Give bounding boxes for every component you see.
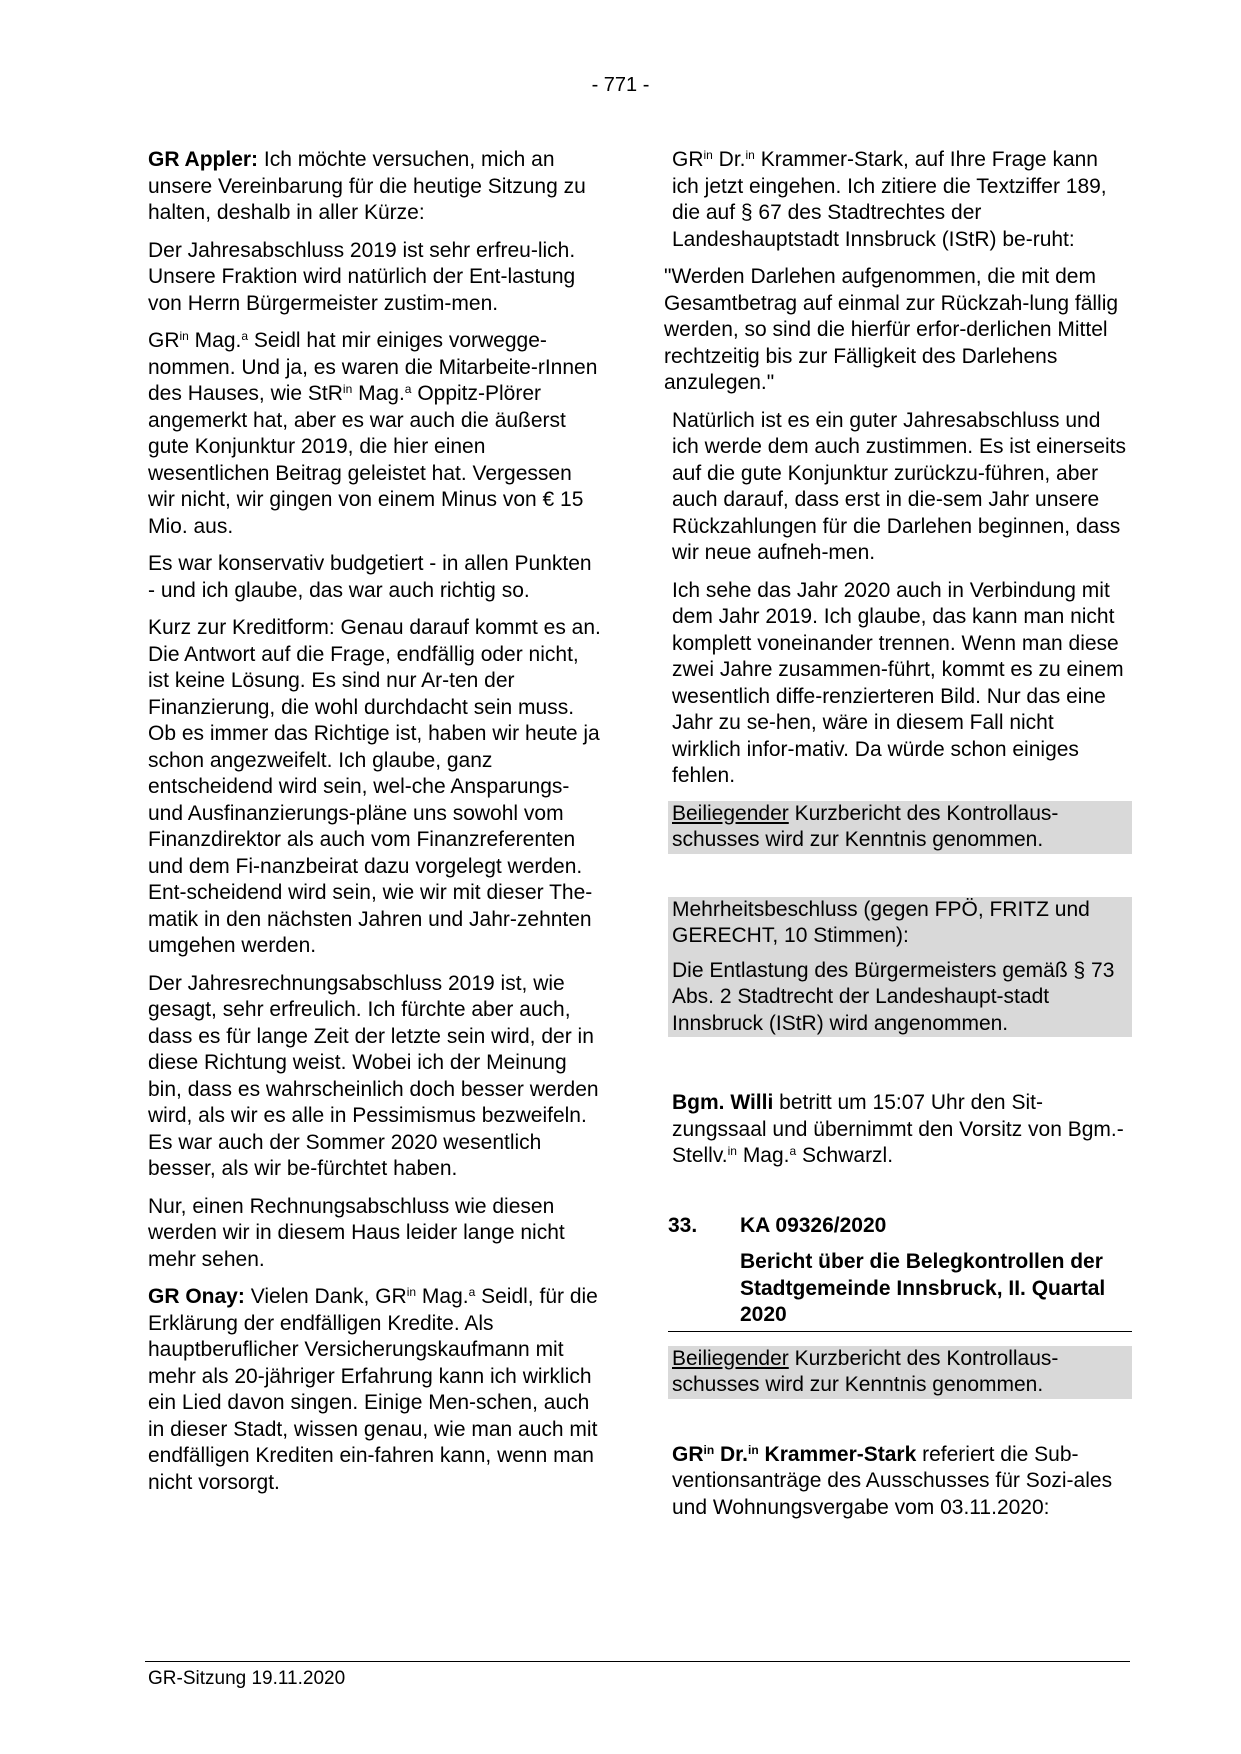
right-column — [664, 147, 1128, 1532]
footer: GR-Sitzung 19.11.2020 — [148, 1668, 346, 1689]
paragraph: Nur, einen Rechnungsabschluss wie diesen werden wir in diesem Haus leider lange nicht mehr sehen. — [148, 1194, 565, 1271]
agenda-number: 33. — [668, 1213, 698, 1237]
left-column — [148, 147, 604, 1507]
paragraph: Bgm. Willi betritt um 15:07 Uhr den Sit-zungssaal und übernimmt den Vorsitz von Bgm.-Stellv.$^{in}$ Mag.$^a$ Schwarzl. — [672, 1091, 1124, 1167]
agenda-code: KA 09326/2020 — [740, 1213, 887, 1237]
agenda-title: Bericht über die Belegkontrollen der Stadtgemeinde Innsbruck, II. Quartal 2020 — [740, 1250, 1106, 1326]
paragraph: $GR^{in}$ Mag.$^a$ Seidl hat mir einiges vorwegge-nommen. Und ja, es waren die Mitarbeite-rInnen des Hauses, wie StR$^{in}$ Mag.$^a$ Oppitz-Plörer angemerkt hat, aber es war auch die äußerst gute Konjunktur 2019, die hier einen wesentlichen Beitrag geleistet hat. Vergessen wir nicht, wir gingen von einem Minus von € 15 Mio. aus. — [148, 329, 598, 538]
paragraph: Natürlich ist es ein guter Jahresabschluss und ich werde dem auch zustimmen. Es ist einerseits auf die gute Konjunktur zurückzu-führen, aber auch darauf, dass erst in die-sem Jahr unsere Rückzahlungen für die Darlehen beginnen, dass wir neue aufneh-men. — [672, 408, 1127, 564]
paragraph: $GR^{in}$ Dr.$^{in}$ Krammer-Stark, auf Ihre Frage kann ich jetzt eingehen. Ich zitiere die Textziffer 189, die auf § 67 des Stadtrechtes der Landeshauptstadt Innsbruck (IStR) be-ruht: — [672, 148, 1107, 251]
paragraph: Der Jahresabschluss 2019 ist sehr erfreu-lich. Unsere Fraktion wird natürlich der Ent-lastung von Herrn Bürgermeister zustim-men. — [148, 238, 576, 315]
resolution-box: Mehrheitsbeschluss (gegen FPÖ, FRITZ und GERECHT, 10 Stimmen): Die Entlastung des Bürgermeisters gemäß § 73 Abs. 2 Stadtrecht der Landeshaupt-stadt Innsbruck (IStR) wird angenommen. — [668, 897, 1132, 1038]
paragraph: Kurz zur Kreditform: Genau darauf kommt es an. Die Antwort auf die Frage, endfällig oder nicht, ist keine Lösung. Es sind nur Ar-ten der Finanzierung, die wohl durchdacht sein muss. Ob es immer das Richtige ist, haben wir heute ja schon angezweifelt. Ich glaube, ganz entscheidend wird sein, wel-che Ansparungs- und Ausfinanzierungs-pläne uns sowohl vom Finanzdirektor als auch vom Finanzreferenten und dem Fi-nanzbeirat dazu vorgelegt werden. Ent-scheidend wird sein, wie wir mit dieser The-matik in den nächsten Jahren und Jahr-zehnten umgehen werden. — [148, 616, 601, 957]
paragraph: $GR^{in}$ Dr.$^{in}$ Krammer-Stark referiert die Sub-ventionsanträge des Ausschusses für Sozi-ales und Wohnungsvergabe vom 03.11.2020: — [672, 1442, 1113, 1519]
resolution-box: Beiliegender Kurzbericht des Kontrollaus-schusses wird zur Kenntnis genommen. — [668, 1346, 1132, 1399]
paragraph: Der Jahresrechnungsabschluss 2019 ist, wie gesagt, sehr erfreulich. Ich fürchte aber auch, dass es für lange Zeit der letzte sein wird, der in diese Richtung weist. Wobei ich der Meinung bin, dass es wahrscheinlich doch besser werden wird, als wir es alle in Pessimismus bezweifeln. Es war auch der Sommer 2020 wesentlich besser, als wir be-fürchtet haben. — [148, 971, 599, 1180]
paragraph-appler: GR Appler: Ich möchte versuchen, mich an unsere Vereinbarung für die heutige Sitzung zu halten, deshalb in aller Kürze: — [148, 148, 586, 224]
paragraph: Es war konservativ budgetiert - in allen Punkten - und ich glaube, das war auch richtig so. — [148, 552, 592, 602]
agenda-item — [668, 1213, 1132, 1332]
page-number: - 771 - — [591, 74, 650, 96]
paragraph-onay: GR Onay: Vielen Dank, $GR^{in}$ Mag.$^a$ Seidl, für die Erklärung der endfälligen Kredite. Als hauptberuflicher Versicherungskaufmann mit mehr als 20-jähriger Erfahrung kann ich wirklich ein Lied davon singen. Einige Men-schen, auch in dieser Stadt, wissen genau, wie man auch mit endfälligen Krediten ein-fahren kann, wenn man nicht vorsorgt. — [148, 1285, 598, 1494]
paragraph: Ich sehe das Jahr 2020 auch in Verbindung mit dem Jahr 2019. Ich glaube, das kann man nicht komplett voneinander trennen. Wenn man diese zwei Jahre zusammen-führt, kommt es zu einem wesentlich diffe-renzierteren Bild. Nur das eine Jahr zu se-hen, wäre in diesem Fall nicht wirklich infor-mativ. Da würde schon einiges fehlen. — [672, 578, 1124, 787]
resolution-box: Beiliegender Kurzbericht des Kontrollaus-schusses wird zur Kenntnis genommen. — [668, 801, 1132, 854]
legal-quote: "Werden Darlehen aufgenommen, die mit dem Gesamtbetrag auf einmal zur Rückzah-lung fällig werden, so sind die hierfür erfor-derlichen Mittel rechtzeitig bis zur Fälligkeit des Darlehens anzulegen." — [664, 265, 1119, 394]
footer-rule — [145, 1661, 1130, 1662]
speaker-name: GR Appler: — [148, 148, 259, 171]
speaker-name: GR Onay: — [148, 1285, 245, 1308]
